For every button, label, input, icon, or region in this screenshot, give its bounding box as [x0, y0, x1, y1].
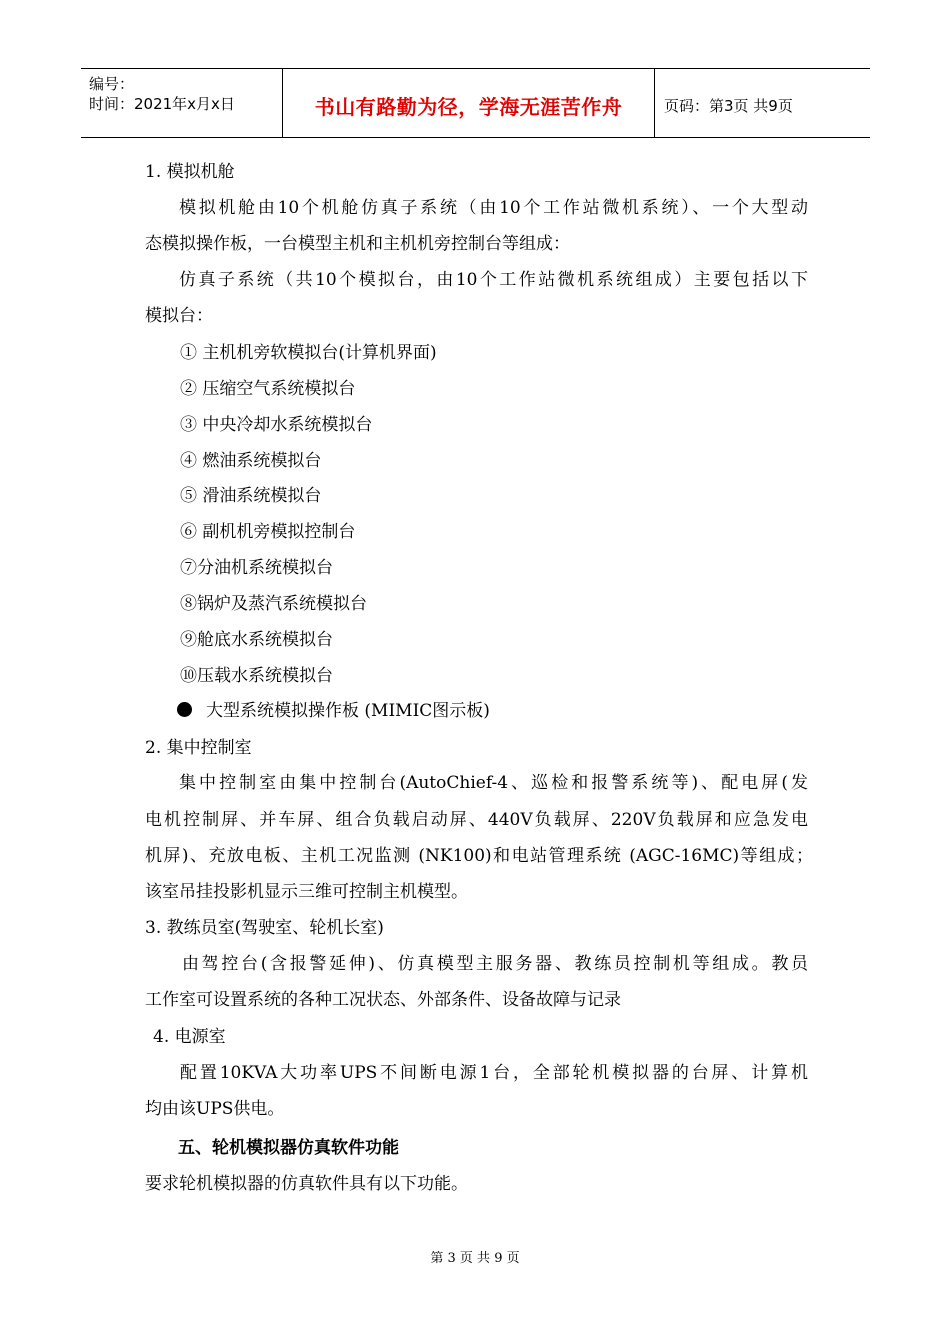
- list-item: ⑩压载水系统模拟台: [180, 666, 333, 686]
- list-item: ④ 燃油系统模拟台: [180, 451, 322, 471]
- list-item: ① 主机机旁软模拟台(计算机界面): [180, 343, 437, 363]
- section-4-title: 4. 电源室: [153, 1027, 226, 1047]
- section-5-title: 五、轮机模拟器仿真软件功能: [178, 1138, 399, 1158]
- section-1-title: 1. 模拟机舱: [145, 162, 235, 182]
- bullet-item-text: 大型系统模拟操作板 (MIMIC图示板): [206, 701, 490, 721]
- paragraph-line: 模拟台：: [145, 306, 213, 326]
- header-meta-cell: [81, 69, 283, 137]
- bullet-icon: [177, 702, 192, 717]
- header-page-cell: [655, 69, 870, 137]
- paragraph-line: 均由该UPS供电。: [145, 1099, 285, 1119]
- list-item: ② 压缩空气系统模拟台: [180, 379, 356, 399]
- list-item: ⑧锅炉及蒸汽系统模拟台: [180, 594, 367, 614]
- paragraph-line: 模拟机舱由10个机舱仿真子系统（由10个工作站微机系统）、一个大型动: [179, 198, 808, 218]
- list-item: ⑥ 副机机旁模拟控制台: [180, 522, 356, 542]
- list-item: ③ 中央冷却水系统模拟台: [180, 415, 373, 435]
- document-header: [81, 68, 870, 138]
- section-3-title: 3. 教练员室(驾驶室、轮机长室): [145, 918, 384, 938]
- serial-label: 编号：: [89, 75, 135, 93]
- header-motto-cell: [283, 69, 655, 137]
- section-2-title: 2. 集中控制室: [145, 738, 252, 758]
- paragraph-line: 仿真子系统（共10个模拟台，由10个工作站微机系统组成）主要包括以下: [179, 270, 808, 290]
- paragraph-line: 机屏)、充放电板、主机工况监测 (NK100)和电站管理系统 (AGC-16MC)等组成；: [145, 846, 813, 866]
- paragraph-line: 集中控制室由集中控制台(AutoChief-4、巡检和报警系统等)、配电屏(发: [179, 773, 808, 793]
- paragraph-line: 工作室可设置系统的各种工况状态、外部条件、设备故障与记录: [145, 990, 621, 1010]
- motto-text: 书山有路勤为径，学海无涯苦作舟: [314, 94, 623, 119]
- paragraph-line: 电机控制屏、并车屏、组合负载启动屏、440V负载屏、220V负载屏和应急发电: [145, 810, 808, 830]
- page-footer: 第 3 页 共 9 页: [430, 1251, 520, 1266]
- page-label: 页码：第3页 共9页: [664, 97, 793, 115]
- list-item: ⑦分油机系统模拟台: [180, 558, 333, 578]
- paragraph-line: 该室吊挂投影机显示三维可控制主机模型。: [145, 882, 468, 902]
- list-item: ⑤ 滑油系统模拟台: [180, 486, 322, 506]
- date-label: 时间：2021年x月x日: [89, 95, 235, 113]
- paragraph-line: 要求轮机模拟器的仿真软件具有以下功能。: [145, 1174, 468, 1194]
- paragraph-line: 由驾控台(含报警延伸)、仿真模型主服务器、教练员控制机等组成。教员: [182, 954, 808, 974]
- bullet-list-item: [177, 701, 490, 721]
- list-item: ⑨舱底水系统模拟台: [180, 630, 333, 650]
- paragraph-line: 态模拟操作板，一台模型主机和主机机旁控制台等组成：: [145, 234, 570, 254]
- paragraph-line: 配置10KVA大功率UPS不间断电源1台，全部轮机模拟器的台屏、计算机: [180, 1063, 808, 1083]
